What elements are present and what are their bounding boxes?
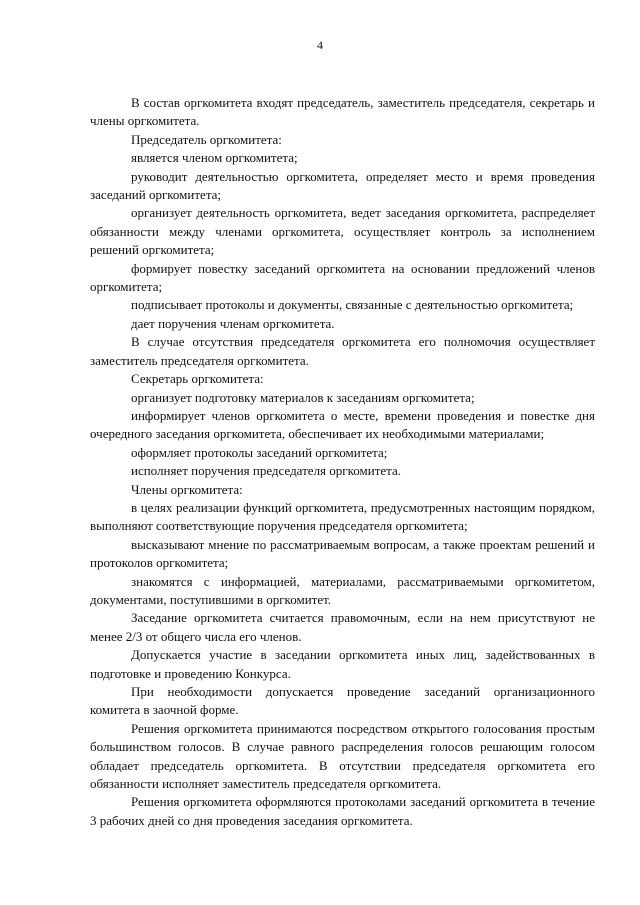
paragraph: является членом оргкомитета;: [131, 150, 298, 166]
paragraph: Секретарь оргкомитета:: [131, 371, 264, 387]
paragraph: оформляет протоколы заседаний оргкомитета;: [131, 444, 388, 460]
paragraph: информирует членов оргкомитета о месте, времени проведения и повестке дня очередного заседания оргкомитета, обеспечивает их необходимыми материалами;: [90, 407, 595, 442]
paragraph: В состав оргкомитета входят председатель, заместитель председателя, секретарь и члены оргкомитета.: [90, 95, 595, 129]
paragraph: знакомятся с информацией, материалами, рассматриваемыми оргкомитетом, документами, поступившими в оргкомитет.: [90, 573, 595, 607]
paragraph: В случае отсутствия председателя оргкомитета его полномочия осуществляет заместитель председателя оргкомитета.: [90, 334, 595, 368]
body-text: [90, 94, 595, 830]
paragraph: дает поручения членам оргкомитета.: [131, 315, 335, 331]
paragraph: в целях реализации функций оргкомитета, предусмотренных настоящим порядком, выполняют соответствующие поручения председателя оргкомитета;: [90, 499, 595, 534]
paragraph: Председатель оргкомитета:: [131, 131, 282, 147]
paragraph: При необходимости допускается проведение заседаний организационного комитета в заочной форме.: [90, 684, 595, 718]
page-number: 4: [317, 38, 323, 52]
paragraph: Заседание оргкомитета считается правомочным, если на нем присутствуют не менее 2/3 от общего числа его членов.: [90, 610, 595, 644]
paragraph: организует деятельность оргкомитета, ведет заседания оргкомитета, распределяет обязанности между членами оргкомитета, осуществляет контроль за исполнением решений оргкомитета;: [90, 205, 595, 258]
paragraph: подписывает протоколы и документы, связанные с деятельностью оргкомитета;: [131, 297, 574, 313]
paragraph: организует подготовку материалов к заседаниям оргкомитета;: [131, 389, 475, 405]
paragraph: Допускается участие в заседании оргкомитета иных лиц, задействованных в подготовке и проведению Конкурса.: [90, 647, 595, 681]
paragraph: Решения оргкомитета оформляются протоколами заседаний оргкомитета в течение 3 рабочих дней со дня проведения заседания оргкомитета.: [90, 794, 595, 828]
paragraph: руководит деятельностью оргкомитета, определяет место и время проведения заседаний оргкомитета;: [90, 168, 595, 203]
paragraph: Члены оргкомитета:: [131, 481, 243, 497]
paragraph: формирует повестку заседаний оргкомитета на основании предложений членов оргкомитета;: [90, 260, 595, 295]
paragraph: Решения оргкомитета принимаются посредством открытого голосования простым большинством голосов. В случае равного распределения голосов решающим голосом обладает председатель оргкомитета. В отсутствии председателя оргкомитета его обязанности исполняет заместитель председателя оргкомитета.: [90, 720, 595, 792]
paragraph: исполняет поручения председателя оргкомитета.: [131, 463, 402, 479]
paragraph: высказывают мнение по рассматриваемым вопросам, а также проектам решений и протоколов оргкомитета;: [90, 536, 595, 571]
